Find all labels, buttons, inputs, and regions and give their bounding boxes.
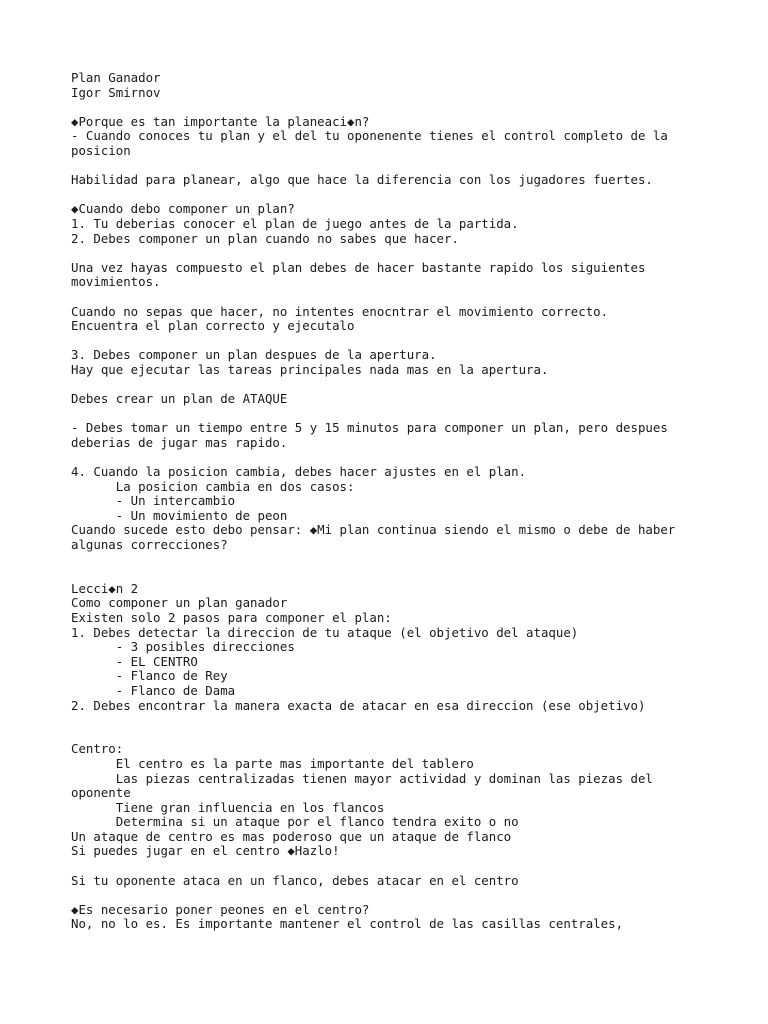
document-text-line: Una vez hayas compuesto el plan debes de hacer bastante rapido los siguientes [71, 259, 646, 275]
document-text-line: posicion [71, 142, 131, 158]
document-page [71, 71, 711, 932]
document-text-line: Lecci◆n 2 [71, 580, 139, 596]
document-text-line: Debes crear un plan de ATAQUE [71, 391, 288, 407]
document-text-line: El centro es la parte mas importante del tablero [71, 755, 474, 771]
document-text-line: Plan Ganador [71, 70, 161, 85]
document-text-line: - Cuando conoces tu plan y el del tu oponenente tienes el control completo de la [71, 128, 668, 144]
document-text-line: 4. Cuando la posicion cambia, debes hacer ajustes en el plan. [71, 464, 527, 480]
document-text-line: Las piezas centralizadas tienen mayor actividad y dominan las piezas del [71, 770, 653, 786]
document-text-line: algunas correcciones? [71, 537, 228, 552]
document-text-line: oponente [71, 785, 131, 801]
blank-line [71, 290, 711, 305]
blank-line [71, 377, 711, 392]
document-text-line: movimientos. [71, 274, 161, 290]
document-text-line: Si puedes jugar en el centro ◆Hazlo! [71, 843, 340, 859]
document-text-line: ◆Es necesario poner peones en el centro? [71, 901, 370, 917]
blank-line [71, 334, 711, 349]
blank-line [71, 859, 711, 874]
document-text-line: Encuentra el plan correcto y ejecutalo [71, 318, 355, 334]
document-text-line: Habilidad para planear, algo que hace la diferencia con los jugadores fuertes. [71, 172, 653, 188]
document-text-line: 1. Debes detectar la direccion de tu ataque (el objetivo del ataque) [71, 624, 579, 640]
document-text-line: Cuando no sepas que hacer, no intentes enocntrar el movimiento correcto. [71, 303, 609, 319]
document-text-line: ◆Porque es tan importante la planeaci◆n? [71, 113, 370, 129]
document-text-line: Hay que ejecutar las tareas principales nada mas en la apertura. [71, 361, 549, 377]
document-text-line: Igor Smirnov [71, 84, 161, 100]
document-text-line: - EL CENTRO [71, 653, 198, 669]
blank-line [71, 567, 711, 582]
document-text-line: - 3 posibles direcciones [71, 639, 295, 655]
document-text-line: 3. Debes componer un plan despues de la apertura. [71, 347, 437, 363]
blank-line [71, 888, 711, 903]
document-text-line: Centro: [71, 741, 124, 757]
document-text-line: Cuando sucede esto debo pensar: ◆Mi plan continua siendo el mismo o debe de haber [71, 522, 676, 538]
document-text-line: La posicion cambia en dos casos: [71, 478, 355, 494]
document-text-line: 2. Debes componer un plan cuando no sabes que hacer. [71, 230, 459, 246]
blank-line [71, 713, 711, 728]
blank-line [71, 450, 711, 465]
blank-line [71, 553, 711, 568]
document-text-line: Un ataque de centro es mas poderoso que un ataque de flanco [71, 828, 512, 844]
blank-line [71, 188, 711, 203]
document-text-line: 2. Debes encontrar la manera exacta de atacar en esa direccion (ese objetivo) [71, 697, 646, 713]
document-text-line: - Un movimiento de peon [71, 507, 288, 523]
blank-line [71, 407, 711, 422]
blank-line [71, 159, 711, 174]
document-text-line: No, no lo es. Es importante mantener el control de las casillas centrales, [71, 916, 624, 932]
document-text-line: Determina si un ataque por el flanco tendra exito o no [71, 814, 519, 830]
blank-line [71, 246, 711, 261]
document-text-line: deberias de jugar mas rapido. [71, 434, 288, 450]
document-text-line: ◆Cuando debo componer un plan? [71, 201, 295, 217]
document-text-line: - Un intercambio [71, 493, 236, 509]
blank-line [71, 728, 711, 743]
document-text-line: 1. Tu deberias conocer el plan de juego antes de la partida. [71, 215, 519, 231]
document-text-line: - Flanco de Rey [71, 668, 228, 684]
document-text-line: Si tu oponente ataca en un flanco, debes atacar en el centro [71, 872, 519, 888]
blank-line [71, 100, 711, 115]
document-text-line: - Debes tomar un tiempo entre 5 y 15 minutos para componer un plan, pero despues [71, 420, 668, 436]
document-text-line: Existen solo 2 pasos para componer el plan: [71, 609, 392, 625]
document-text-line: Tiene gran influencia en los flancos [71, 799, 385, 815]
document-text-line: Como componer un plan ganador [71, 595, 288, 611]
document-text-line: - Flanco de Dama [71, 682, 236, 698]
